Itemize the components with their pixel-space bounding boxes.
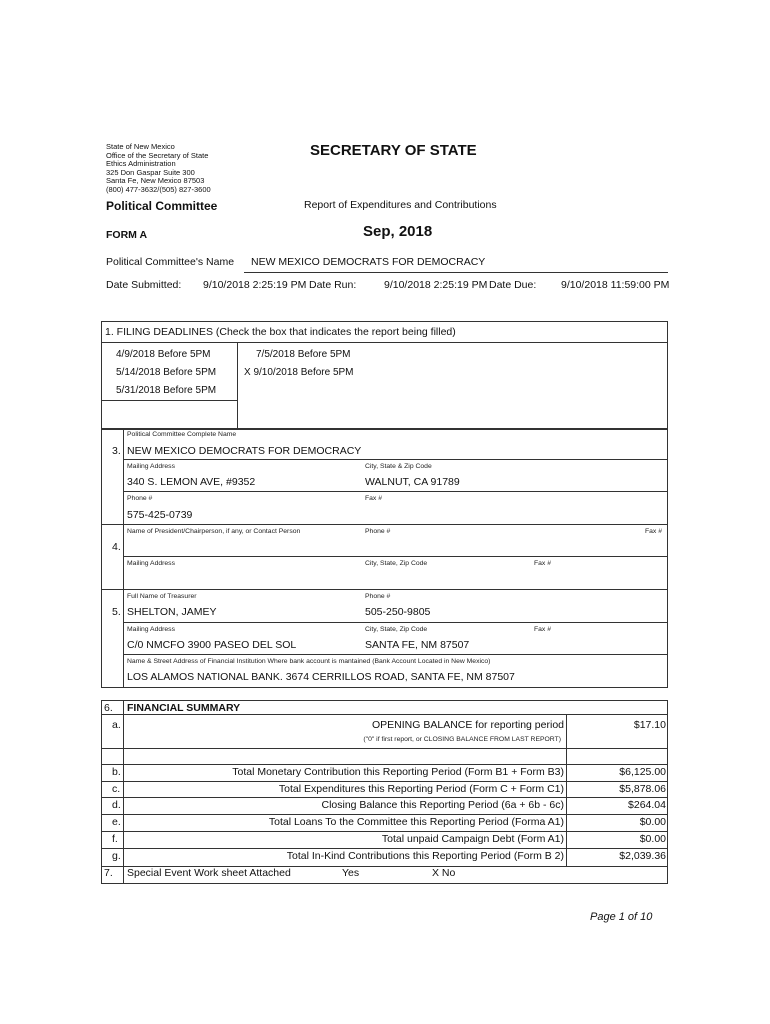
mailing-address: 340 S. LEMON AVE, #9352 (127, 476, 256, 488)
row-letter: b. (112, 766, 121, 778)
divider (123, 556, 668, 557)
row-letter: a. (112, 719, 121, 731)
summary-value: $0.00 (639, 816, 666, 828)
opening-balance-note: ("0" if first report, or CLOSING BALANCE FROM LAST REPORT) (363, 736, 561, 743)
treasurer-name: SHELTON, JAMEY (127, 606, 217, 618)
divider (101, 814, 668, 815)
summary-value: $264.04 (628, 799, 666, 811)
special-event-label: Special Event Work sheet Attached (127, 867, 291, 879)
row-letter: d. (112, 799, 121, 811)
phone-label: Phone # (127, 495, 153, 502)
agency-line: (800) 477-3632/(505) 827-3600 (106, 184, 211, 194)
section-number: 3. (112, 445, 121, 457)
fax-label: Fax # (645, 528, 662, 535)
divider (123, 654, 668, 655)
summary-value: $2,039.36 (619, 850, 666, 862)
fax-label: Fax # (534, 626, 551, 633)
city-state-zip: WALNUT, CA 91789 (365, 476, 460, 488)
filing-deadlines-heading: 1. FILING DEADLINES (Check the box that indicates the report being filled) (105, 326, 456, 338)
committee-name-label: Political Committee's Name (106, 256, 235, 268)
divider (123, 459, 668, 460)
divider (101, 714, 668, 715)
treasurer-mailing-address: C/0 NMCFO 3900 PASEO DEL SOL (127, 639, 297, 651)
divider (237, 342, 238, 429)
divider (101, 764, 668, 765)
agency-line: Office of the Secretary of State (106, 150, 209, 160)
summary-label: Total Expenditures this Reporting Period (Form C + Form C1) (278, 783, 564, 795)
summary-label: Total Monetary Contribution this Reporting Period (Form B1 + Form B3) (232, 766, 564, 778)
page-title: SECRETARY OF STATE (310, 142, 477, 159)
bank-name-address: LOS ALAMOS NATIONAL BANK. 3674 CERRILLOS ROAD, SANTA FE, NM 87507 (127, 671, 515, 683)
agency-line: Ethics Administration (106, 159, 176, 168)
deadline-option[interactable]: 5/14/2018 Before 5PM (116, 367, 217, 378)
deadline-option[interactable]: 5/31/2018 Before 5PM (116, 385, 217, 396)
deadline-option[interactable]: 7/5/2018 Before 5PM (256, 349, 351, 360)
treasurer-phone: 505-250-9805 (365, 606, 431, 618)
name-underline (244, 272, 668, 273)
city-label: City, State, Zip Code (365, 560, 428, 567)
divider (101, 589, 668, 590)
summary-label: Total Loans To the Committee this Reporting Period (Forma A1) (268, 816, 564, 828)
treasurer-city-state-zip: SANTA FE, NM 87507 (365, 639, 470, 651)
phone-label: Phone # (365, 593, 391, 600)
agency-line: State of New Mexico (106, 142, 175, 151)
date-due-label: Date Due: (489, 279, 537, 291)
agency-line: Santa Fe, New Mexico 87503 (106, 176, 205, 185)
section-number: 5. (112, 606, 121, 618)
divider (101, 524, 668, 525)
president-label: Name of President/Chairperson, if any, or Contact Person (127, 528, 301, 535)
divider (101, 748, 668, 749)
committee-type: Political Committee (106, 199, 218, 213)
deadline-option[interactable]: 4/9/2018 Before 5PM (116, 349, 211, 360)
divider (101, 831, 668, 832)
agency-address (106, 143, 211, 194)
summary-value: $0.00 (639, 833, 666, 845)
row-letter: e. (112, 816, 121, 828)
bank-label: Name & Street Address of Financial Institution Where bank account is mantained (Bank Account Located in New Mexico) (127, 658, 491, 665)
fax-label: Fax # (534, 560, 551, 567)
form-label: FORM A (106, 229, 148, 241)
special-event-no[interactable]: X No (432, 867, 456, 879)
deadline-option-selected[interactable]: X 9/10/2018 Before 5PM (244, 367, 354, 378)
section-number: 6. (104, 702, 113, 714)
date-submitted-label: Date Submitted: (106, 279, 182, 291)
date-run-label: Date Run: (309, 279, 357, 291)
divider (101, 400, 238, 401)
city-label: City, State, Zip Code (365, 626, 428, 633)
agency-line: 325 Don Gaspar Suite 300 (106, 167, 195, 177)
summary-label: Closing Balance this Reporting Period (6a + 6b - 6c) (321, 799, 564, 811)
committee-complete-name: NEW MEXICO DEMOCRATS FOR DEMOCRACY (127, 445, 362, 457)
date-due-value: 9/10/2018 11:59:00 PM (561, 279, 670, 291)
summary-value: $6,125.00 (619, 766, 666, 778)
page-number: Page 1 of 10 (590, 911, 653, 923)
phone-label: Phone # (365, 528, 391, 535)
divider (101, 781, 668, 782)
financial-summary-heading: FINANCIAL SUMMARY (127, 702, 241, 714)
mailing-address-label: Mailing Address (127, 560, 175, 567)
divider (123, 700, 124, 884)
summary-label: Total unpaid Campaign Debt (Form A1) (381, 833, 564, 845)
summary-value: $5,878.06 (619, 783, 666, 795)
divider (566, 714, 567, 867)
city-label: City, State & Zip Code (365, 463, 432, 470)
divider (123, 491, 668, 492)
special-event-yes[interactable]: Yes (342, 867, 360, 879)
opening-balance-value: $17.10 (633, 719, 666, 731)
row-letter: c. (112, 783, 121, 795)
section-number: 7. (104, 867, 113, 879)
mailing-address-label: Mailing Address (127, 463, 175, 470)
divider (123, 429, 124, 688)
fax-label: Fax # (365, 495, 382, 502)
divider (123, 622, 668, 623)
date-run-value: 9/10/2018 2:25:19 PM (384, 279, 488, 291)
row-letter: f. (112, 833, 118, 845)
row-letter: g. (112, 850, 121, 862)
treasurer-label: Full Name of Treasurer (127, 593, 197, 600)
section-number: 4. (112, 541, 121, 553)
mailing-address-label: Mailing Address (127, 626, 175, 633)
divider (101, 797, 668, 798)
report-period: Sep, 2018 (363, 223, 433, 240)
date-submitted-value: 9/10/2018 2:25:19 PM (203, 279, 307, 291)
summary-label: Total In-Kind Contributions this Reporting Period (Form B 2) (286, 850, 564, 862)
divider (101, 342, 668, 343)
opening-balance-label: OPENING BALANCE for reporting period (372, 719, 564, 731)
divider (101, 848, 668, 849)
complete-name-label: Political Committee Complete Name (127, 431, 237, 438)
committee-name-value: NEW MEXICO DEMOCRATS FOR DEMOCRACY (251, 256, 486, 268)
phone-value: 575-425-0739 (127, 509, 193, 521)
report-title: Report of Expenditures and Contributions (304, 199, 497, 211)
